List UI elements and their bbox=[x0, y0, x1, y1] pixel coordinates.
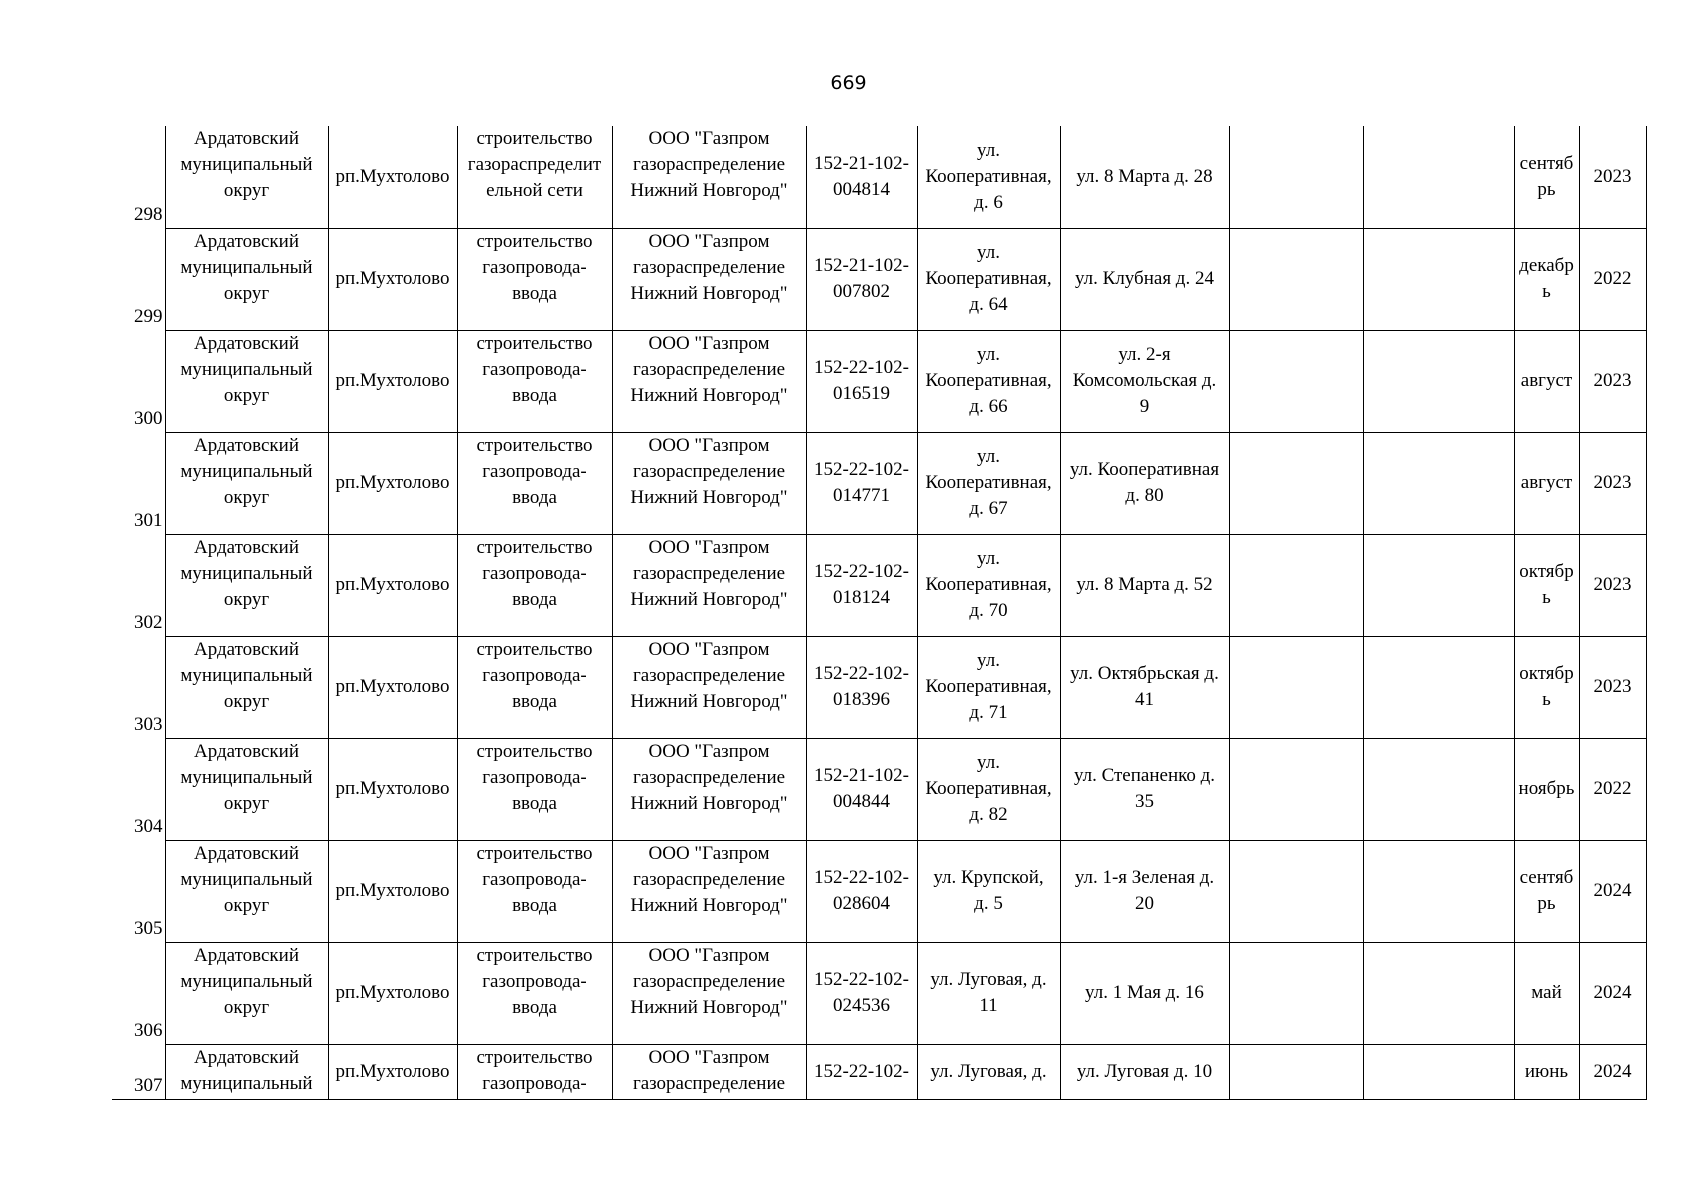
year-cell: 2023 bbox=[1579, 636, 1646, 738]
year-cell: 2024 bbox=[1579, 840, 1646, 942]
organization-line: Нижний Новгород" bbox=[630, 588, 788, 610]
district-line: округ bbox=[223, 486, 270, 508]
work-type-line: строительство bbox=[476, 230, 593, 252]
month-line: ь bbox=[1542, 587, 1551, 608]
month-line: октябр bbox=[1519, 663, 1574, 684]
month-line: ь bbox=[1542, 689, 1551, 710]
connection-point-cell bbox=[1060, 636, 1229, 738]
table-row bbox=[112, 330, 1646, 432]
row-number: 299 bbox=[112, 228, 165, 330]
connection-point-line: 41 bbox=[1135, 689, 1154, 710]
district-cell bbox=[165, 432, 328, 534]
year-cell: 2022 bbox=[1579, 738, 1646, 840]
year-cell: 2022 bbox=[1579, 228, 1646, 330]
address-line: ул. bbox=[977, 650, 1000, 671]
organization-line: газораспределение bbox=[632, 1072, 786, 1094]
year-cell: 2023 bbox=[1579, 534, 1646, 636]
address-cell bbox=[917, 432, 1060, 534]
empty-cell bbox=[1363, 636, 1514, 738]
district-line: муниципальный bbox=[180, 868, 313, 890]
address-line: ул. bbox=[977, 446, 1000, 467]
work-type-cell bbox=[457, 636, 612, 738]
address-line: д. 6 bbox=[974, 191, 1003, 213]
settlement-cell: рп.Мухтолово bbox=[328, 1044, 457, 1099]
organization-cell bbox=[612, 738, 806, 840]
year-cell: 2023 bbox=[1579, 330, 1646, 432]
application-code-line: 152-22-102- bbox=[814, 867, 909, 888]
work-type-line: ельной сети bbox=[486, 180, 583, 201]
address-line: ул. bbox=[977, 752, 1000, 773]
connection-point-line: ул. Кооперативная bbox=[1069, 459, 1220, 480]
month-line: ь bbox=[1542, 281, 1551, 302]
row-number: 306 bbox=[112, 942, 165, 1044]
organization-line: газораспределение bbox=[632, 460, 786, 482]
work-type-line: газопровода- bbox=[482, 460, 587, 482]
work-type-line: газопровода- bbox=[482, 970, 587, 992]
work-type-line: строительство bbox=[476, 434, 593, 456]
work-type-cell bbox=[457, 1044, 612, 1099]
district-line: округ bbox=[223, 792, 270, 814]
address-cell bbox=[917, 942, 1060, 1044]
empty-cell bbox=[1229, 738, 1363, 840]
gasification-table bbox=[112, 126, 1647, 1100]
district-cell bbox=[165, 126, 328, 228]
organization-line: ООО "Газпром bbox=[648, 740, 770, 762]
district-line: муниципальный bbox=[180, 154, 313, 175]
district-line: Ардатовский bbox=[194, 434, 299, 456]
table-row bbox=[112, 840, 1646, 942]
organization-line: газораспределение bbox=[632, 562, 786, 584]
work-type-cell bbox=[457, 330, 612, 432]
work-type-line: строительство bbox=[476, 842, 593, 864]
address-line: Кооперативная, bbox=[925, 778, 1052, 799]
address-line: д. 71 bbox=[969, 702, 1008, 723]
empty-cell bbox=[1229, 126, 1363, 228]
connection-point-line: 9 bbox=[1139, 396, 1150, 417]
month-cell bbox=[1514, 738, 1579, 840]
table-row bbox=[112, 942, 1646, 1044]
district-cell bbox=[165, 636, 328, 738]
table-row bbox=[112, 432, 1646, 534]
organization-line: ООО "Газпром bbox=[648, 332, 770, 354]
connection-point-line: ул. 1-я Зеленая д. bbox=[1074, 867, 1215, 888]
district-line: муниципальный bbox=[180, 1072, 313, 1094]
district-line: муниципальный bbox=[180, 256, 313, 278]
work-type-line: строительство bbox=[476, 536, 593, 558]
empty-cell bbox=[1229, 942, 1363, 1044]
work-type-line: газопровода- bbox=[482, 664, 587, 686]
address-line: Кооперативная, bbox=[925, 165, 1052, 187]
organization-line: ООО "Газпром bbox=[648, 842, 770, 864]
row-number: 302 bbox=[112, 534, 165, 636]
district-line: Ардатовский bbox=[194, 944, 299, 966]
address-cell bbox=[917, 126, 1060, 228]
organization-line: газораспределение bbox=[632, 766, 786, 788]
work-type-line: ввода bbox=[512, 588, 557, 610]
address-cell bbox=[917, 840, 1060, 942]
application-code-cell bbox=[806, 738, 917, 840]
organization-line: ООО "Газпром bbox=[648, 230, 770, 252]
work-type-line: ввода bbox=[512, 996, 557, 1018]
application-code-line: 004814 bbox=[833, 178, 890, 200]
organization-line: Нижний Новгород" bbox=[630, 996, 788, 1018]
month-line: май bbox=[1531, 982, 1562, 1003]
month-line: ноябрь bbox=[1518, 778, 1575, 799]
organization-line: ООО "Газпром bbox=[648, 434, 770, 456]
organization-line: Нижний Новгород" bbox=[630, 180, 788, 201]
connection-point-line: ул. 8 Марта д. 52 bbox=[1076, 574, 1213, 595]
empty-cell bbox=[1229, 1044, 1363, 1099]
address-line: ул. Крупской, bbox=[933, 867, 1044, 888]
organization-line: ООО "Газпром bbox=[648, 638, 770, 660]
address-line: ул. bbox=[977, 548, 1000, 569]
organization-cell bbox=[612, 636, 806, 738]
district-line: Ардатовский bbox=[194, 128, 299, 149]
settlement-cell: рп.Мухтолово bbox=[328, 432, 457, 534]
address-line: д. 70 bbox=[969, 600, 1008, 621]
application-code-line: 018396 bbox=[833, 689, 890, 710]
year-cell: 2023 bbox=[1579, 432, 1646, 534]
application-code-cell bbox=[806, 840, 917, 942]
organization-line: Нижний Новгород" bbox=[630, 486, 788, 508]
work-type-line: ввода bbox=[512, 486, 557, 508]
connection-point-cell bbox=[1060, 228, 1229, 330]
address-line: Кооперативная, bbox=[925, 370, 1052, 391]
application-code-line: 004844 bbox=[833, 791, 890, 812]
page-number: 669 bbox=[830, 72, 867, 94]
address-line: Кооперативная, bbox=[925, 268, 1052, 289]
empty-cell bbox=[1229, 534, 1363, 636]
work-type-cell bbox=[457, 738, 612, 840]
district-line: округ bbox=[223, 690, 270, 712]
work-type-line: строительство bbox=[476, 128, 593, 149]
month-cell bbox=[1514, 840, 1579, 942]
organization-cell bbox=[612, 228, 806, 330]
work-type-line: ввода bbox=[512, 690, 557, 712]
district-cell bbox=[165, 534, 328, 636]
empty-cell bbox=[1229, 432, 1363, 534]
application-code-cell bbox=[806, 126, 917, 228]
application-code-line: 152-21-102- bbox=[814, 152, 909, 174]
month-line: октябр bbox=[1519, 561, 1574, 582]
address-line: ул. Луговая, д. bbox=[930, 1060, 1047, 1082]
application-code-line: 152-22-102- bbox=[814, 663, 909, 684]
district-line: Ардатовский bbox=[194, 740, 299, 762]
month-line: рь bbox=[1537, 178, 1556, 200]
connection-point-line: ул. Октябрьская д. bbox=[1070, 663, 1219, 684]
application-code-line: 018124 bbox=[833, 587, 890, 608]
connection-point-cell bbox=[1060, 534, 1229, 636]
row-number: 301 bbox=[112, 432, 165, 534]
table-row bbox=[112, 126, 1646, 228]
district-cell bbox=[165, 228, 328, 330]
application-code-line: 016519 bbox=[833, 383, 890, 404]
empty-cell bbox=[1363, 228, 1514, 330]
application-code-line: 024536 bbox=[833, 995, 890, 1016]
address-line: д. 66 bbox=[969, 396, 1008, 417]
application-code-line: 152-22-102- bbox=[814, 561, 909, 582]
application-code-line: 152-22-102- bbox=[814, 969, 909, 990]
application-code-cell bbox=[806, 1044, 917, 1099]
application-code-cell bbox=[806, 636, 917, 738]
address-line: д. 82 bbox=[969, 804, 1008, 825]
connection-point-line: ул. Степаненко д. bbox=[1073, 765, 1216, 786]
settlement-cell: рп.Мухтолово bbox=[328, 840, 457, 942]
month-line: сентяб bbox=[1519, 152, 1574, 174]
row-number: 303 bbox=[112, 636, 165, 738]
district-line: Ардатовский bbox=[194, 332, 299, 354]
organization-line: газораспределение bbox=[632, 358, 786, 380]
empty-cell bbox=[1363, 534, 1514, 636]
empty-cell bbox=[1363, 330, 1514, 432]
district-line: муниципальный bbox=[180, 664, 313, 686]
application-code-line: 152-22-102- bbox=[814, 1060, 909, 1082]
empty-cell bbox=[1229, 840, 1363, 942]
month-cell bbox=[1514, 228, 1579, 330]
empty-cell bbox=[1363, 738, 1514, 840]
month-line: сентяб bbox=[1519, 867, 1574, 888]
address-line: д. 64 bbox=[969, 294, 1008, 315]
application-code-line: 028604 bbox=[833, 893, 890, 914]
work-type-line: ввода bbox=[512, 282, 557, 304]
work-type-cell bbox=[457, 126, 612, 228]
address-cell bbox=[917, 738, 1060, 840]
application-code-cell bbox=[806, 942, 917, 1044]
month-cell bbox=[1514, 942, 1579, 1044]
organization-cell bbox=[612, 840, 806, 942]
month-cell bbox=[1514, 1044, 1579, 1099]
organization-line: ООО "Газпром bbox=[648, 128, 770, 149]
connection-point-cell bbox=[1060, 840, 1229, 942]
application-code-cell bbox=[806, 330, 917, 432]
row-number: 305 bbox=[112, 840, 165, 942]
work-type-line: газопровода- bbox=[482, 256, 587, 278]
address-line: д. 5 bbox=[974, 893, 1003, 914]
work-type-line: ввода bbox=[512, 384, 557, 406]
district-line: муниципальный bbox=[180, 766, 313, 788]
work-type-line: газопровода- bbox=[482, 766, 587, 788]
work-type-line: газопровода- bbox=[482, 562, 587, 584]
work-type-cell bbox=[457, 840, 612, 942]
row-number: 298 bbox=[112, 126, 165, 228]
district-cell bbox=[165, 330, 328, 432]
organization-cell bbox=[612, 432, 806, 534]
organization-line: Нижний Новгород" bbox=[630, 894, 788, 916]
connection-point-line: ул. Клубная д. 24 bbox=[1075, 268, 1214, 289]
settlement-cell: рп.Мухтолово bbox=[328, 534, 457, 636]
district-line: округ bbox=[223, 180, 270, 201]
application-code-cell bbox=[806, 432, 917, 534]
organization-line: газораспределение bbox=[632, 970, 786, 992]
district-line: Ардатовский bbox=[194, 230, 299, 252]
table-row bbox=[112, 738, 1646, 840]
row-number: 307 bbox=[112, 1044, 165, 1099]
application-code-cell bbox=[806, 534, 917, 636]
year-cell: 2024 bbox=[1579, 1044, 1646, 1099]
month-line: июнь bbox=[1524, 1060, 1569, 1082]
district-line: муниципальный bbox=[180, 460, 313, 482]
organization-cell bbox=[612, 942, 806, 1044]
work-type-cell bbox=[457, 228, 612, 330]
district-line: Ардатовский bbox=[194, 536, 299, 558]
work-type-cell bbox=[457, 942, 612, 1044]
settlement-cell: рп.Мухтолово bbox=[328, 228, 457, 330]
work-type-line: строительство bbox=[476, 1046, 593, 1068]
settlement-cell: рп.Мухтолово bbox=[328, 330, 457, 432]
work-type-line: ввода bbox=[512, 894, 557, 916]
address-line: Кооперативная, bbox=[925, 472, 1052, 493]
district-line: муниципальный bbox=[180, 358, 313, 380]
connection-point-cell bbox=[1060, 942, 1229, 1044]
connection-point-line: Комсомольская д. bbox=[1072, 370, 1217, 391]
application-code-cell bbox=[806, 228, 917, 330]
district-cell bbox=[165, 1044, 328, 1099]
connection-point-line: д. 80 bbox=[1125, 485, 1164, 506]
month-cell bbox=[1514, 126, 1579, 228]
organization-line: газораспределение bbox=[632, 664, 786, 686]
row-number: 300 bbox=[112, 330, 165, 432]
work-type-line: газопровода- bbox=[482, 1072, 587, 1094]
connection-point-line: 35 bbox=[1135, 791, 1154, 812]
work-type-line: ввода bbox=[512, 792, 557, 814]
month-cell bbox=[1514, 330, 1579, 432]
connection-point-cell bbox=[1060, 738, 1229, 840]
table-row bbox=[112, 1044, 1646, 1099]
district-line: Ардатовский bbox=[194, 842, 299, 864]
month-line: август bbox=[1520, 370, 1573, 391]
organization-line: газораспределение bbox=[632, 868, 786, 890]
work-type-cell bbox=[457, 432, 612, 534]
empty-cell bbox=[1363, 126, 1514, 228]
address-cell bbox=[917, 330, 1060, 432]
address-cell bbox=[917, 534, 1060, 636]
month-cell bbox=[1514, 636, 1579, 738]
district-line: округ bbox=[223, 996, 270, 1018]
table-row bbox=[112, 636, 1646, 738]
settlement-cell: рп.Мухтолово bbox=[328, 126, 457, 228]
table-row bbox=[112, 534, 1646, 636]
month-line: август bbox=[1520, 472, 1573, 493]
address-cell bbox=[917, 636, 1060, 738]
work-type-line: газораспределит bbox=[467, 154, 602, 175]
connection-point-line: ул. 8 Марта д. 28 bbox=[1076, 165, 1213, 187]
work-type-line: строительство bbox=[476, 740, 593, 762]
empty-cell bbox=[1363, 840, 1514, 942]
connection-point-cell bbox=[1060, 126, 1229, 228]
work-type-line: газопровода- bbox=[482, 358, 587, 380]
work-type-line: строительство bbox=[476, 638, 593, 660]
address-line: ул. bbox=[977, 242, 1000, 263]
work-type-cell bbox=[457, 534, 612, 636]
address-line: Кооперативная, bbox=[925, 676, 1052, 697]
address-line: ул. bbox=[977, 139, 1000, 161]
district-cell bbox=[165, 738, 328, 840]
address-cell bbox=[917, 228, 1060, 330]
connection-point-line: 20 bbox=[1135, 893, 1154, 914]
connection-point-cell bbox=[1060, 1044, 1229, 1099]
district-cell bbox=[165, 840, 328, 942]
connection-point-cell bbox=[1060, 330, 1229, 432]
row-number: 304 bbox=[112, 738, 165, 840]
application-code-line: 152-22-102- bbox=[814, 357, 909, 378]
district-line: муниципальный bbox=[180, 970, 313, 992]
connection-point-line: ул. 2-я bbox=[1118, 344, 1171, 365]
district-line: округ bbox=[223, 384, 270, 406]
settlement-cell: рп.Мухтолово bbox=[328, 942, 457, 1044]
empty-cell bbox=[1363, 432, 1514, 534]
organization-line: газораспределение bbox=[632, 154, 786, 175]
empty-cell bbox=[1229, 228, 1363, 330]
work-type-line: строительство bbox=[476, 944, 593, 966]
district-line: муниципальный bbox=[180, 562, 313, 584]
district-line: округ bbox=[223, 894, 270, 916]
empty-cell bbox=[1363, 942, 1514, 1044]
organization-line: ООО "Газпром bbox=[648, 536, 770, 558]
organization-cell bbox=[612, 534, 806, 636]
connection-point-line: ул. 1 Мая д. 16 bbox=[1085, 982, 1204, 1003]
district-cell bbox=[165, 942, 328, 1044]
settlement-cell: рп.Мухтолово bbox=[328, 738, 457, 840]
address-line: 11 bbox=[979, 995, 998, 1016]
application-code-line: 152-21-102- bbox=[814, 765, 909, 786]
work-type-line: газопровода- bbox=[482, 868, 587, 890]
district-line: Ардатовский bbox=[194, 638, 299, 660]
settlement-cell: рп.Мухтолово bbox=[328, 636, 457, 738]
district-line: округ bbox=[223, 588, 270, 610]
organization-line: Нижний Новгород" bbox=[630, 792, 788, 814]
application-code-line: 152-22-102- bbox=[814, 459, 909, 480]
organization-line: Нижний Новгород" bbox=[630, 384, 788, 406]
organization-cell bbox=[612, 1044, 806, 1099]
organization-line: ООО "Газпром bbox=[648, 1046, 770, 1068]
address-line: д. 67 bbox=[969, 498, 1008, 519]
address-line: Кооперативная, bbox=[925, 574, 1052, 595]
table-row bbox=[112, 228, 1646, 330]
application-code-line: 152-21-102- bbox=[814, 255, 909, 276]
address-line: ул. Луговая, д. bbox=[930, 969, 1047, 990]
year-cell: 2023 bbox=[1579, 126, 1646, 228]
empty-cell bbox=[1229, 330, 1363, 432]
district-line: округ bbox=[223, 282, 270, 304]
month-cell bbox=[1514, 534, 1579, 636]
connection-point-line: ул. Луговая д. 10 bbox=[1076, 1060, 1213, 1082]
address-cell bbox=[917, 1044, 1060, 1099]
address-line: ул. bbox=[977, 344, 1000, 365]
organization-line: Нижний Новгород" bbox=[630, 690, 788, 712]
organization-line: ООО "Газпром bbox=[648, 944, 770, 966]
organization-line: Нижний Новгород" bbox=[630, 282, 788, 304]
month-line: рь bbox=[1537, 893, 1556, 914]
empty-cell bbox=[1363, 1044, 1514, 1099]
month-cell bbox=[1514, 432, 1579, 534]
organization-cell bbox=[612, 330, 806, 432]
application-code-line: 007802 bbox=[833, 281, 890, 302]
organization-line: газораспределение bbox=[632, 256, 786, 278]
month-line: декабр bbox=[1519, 255, 1574, 276]
year-cell: 2024 bbox=[1579, 942, 1646, 1044]
connection-point-cell bbox=[1060, 432, 1229, 534]
work-type-line: строительство bbox=[476, 332, 593, 354]
organization-cell bbox=[612, 126, 806, 228]
district-line: Ардатовский bbox=[194, 1046, 299, 1068]
empty-cell bbox=[1229, 636, 1363, 738]
application-code-line: 014771 bbox=[833, 485, 890, 506]
